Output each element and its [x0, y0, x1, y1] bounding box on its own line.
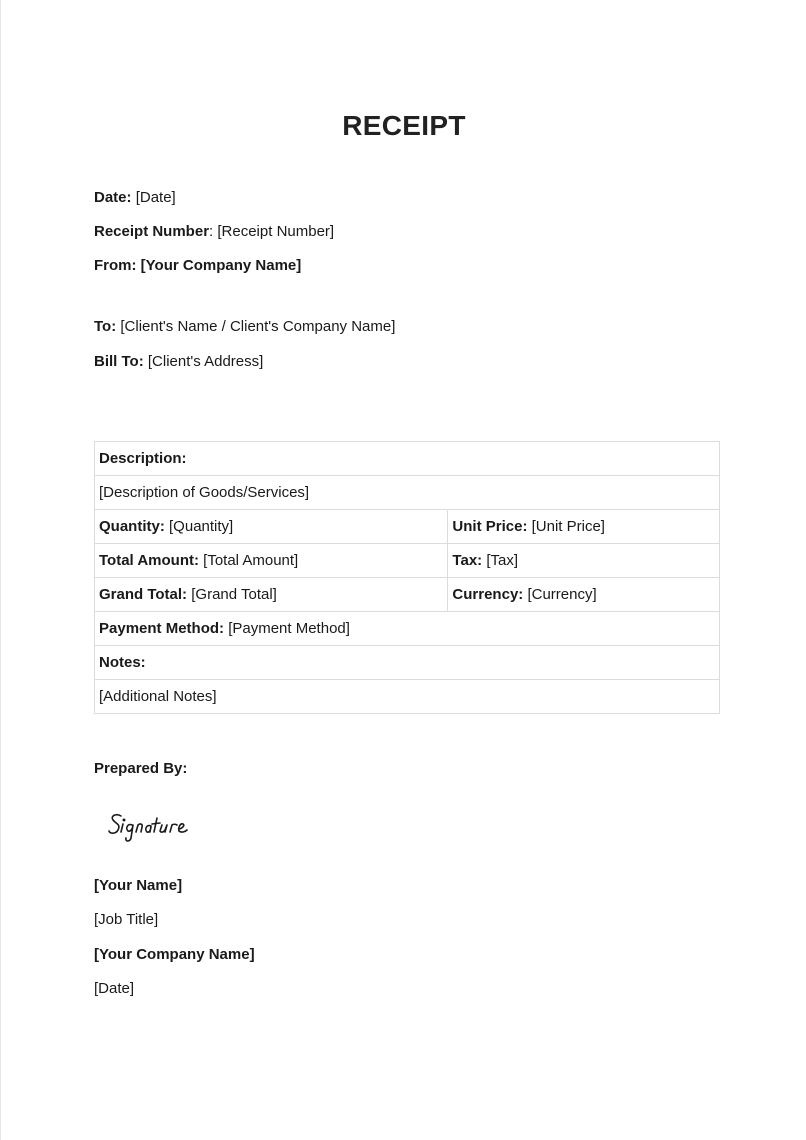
currency-label: Currency: [452, 586, 524, 603]
table-row [95, 510, 720, 544]
unit-price-label: Unit Price: [452, 518, 528, 535]
preparer-company-name: [Your Company Name] [94, 946, 255, 963]
description-value: [Description of Goods/Services] [95, 476, 720, 510]
notes-label: Notes: [95, 646, 720, 680]
tax-cell [448, 544, 720, 578]
table-row [95, 476, 720, 510]
payment-method-cell [95, 612, 720, 646]
total-amount-cell [95, 544, 448, 578]
to-line [94, 317, 395, 337]
grand-total-value: [Grand Total] [191, 586, 277, 603]
receipt-table [94, 441, 720, 714]
total-amount-label: Total Amount: [99, 552, 199, 569]
preparer-name: [Your Name] [94, 877, 183, 894]
date-value: [Date] [135, 189, 176, 206]
unit-price-cell [448, 510, 720, 544]
receipt-number-line [94, 222, 334, 242]
table-row [95, 612, 720, 646]
receipt-number-separator: : [209, 223, 214, 240]
from-label: From: [94, 257, 137, 274]
from-line [94, 256, 301, 276]
to-label: To: [94, 318, 117, 335]
grand-total-cell [95, 578, 448, 612]
preparer-job-title: [Job Title] [94, 911, 159, 928]
table-row [95, 578, 720, 612]
grand-total-label: Grand Total: [99, 586, 188, 603]
receipt-number-value: [Receipt Number] [217, 223, 335, 240]
description-label: Description: [95, 442, 720, 476]
from-value: [Your Company Name] [140, 257, 302, 274]
tax-label: Tax: [452, 552, 483, 569]
payment-method-value: [Payment Method] [228, 620, 350, 637]
date-line [94, 188, 176, 208]
table-row [95, 646, 720, 680]
total-amount-value: [Total Amount] [203, 552, 299, 569]
receipt-number-label: Receipt Number [94, 223, 210, 240]
bill-to-line [94, 352, 263, 372]
payment-method-label: Payment Method: [99, 620, 225, 637]
to-value: [Client's Name / Client's Company Name] [120, 318, 396, 335]
notes-value: [Additional Notes] [95, 680, 720, 714]
prepared-by-label: Prepared By: [94, 760, 188, 777]
signature-image [107, 806, 207, 846]
quantity-label: Quantity: [99, 518, 165, 535]
bill-to-value: [Client's Address] [147, 353, 264, 370]
table-row [95, 680, 720, 714]
page-title: RECEIPT [342, 110, 466, 141]
table-row [95, 544, 720, 578]
currency-cell [448, 578, 720, 612]
quantity-cell [95, 510, 448, 544]
date-label: Date: [94, 189, 132, 206]
table-row [95, 442, 720, 476]
quantity-value: [Quantity] [169, 518, 234, 535]
tax-value: [Tax] [486, 552, 519, 569]
unit-price-value: [Unit Price] [531, 518, 605, 535]
preparer-date: [Date] [94, 980, 135, 997]
currency-value: [Currency] [527, 586, 597, 603]
bill-to-label: Bill To: [94, 353, 144, 370]
